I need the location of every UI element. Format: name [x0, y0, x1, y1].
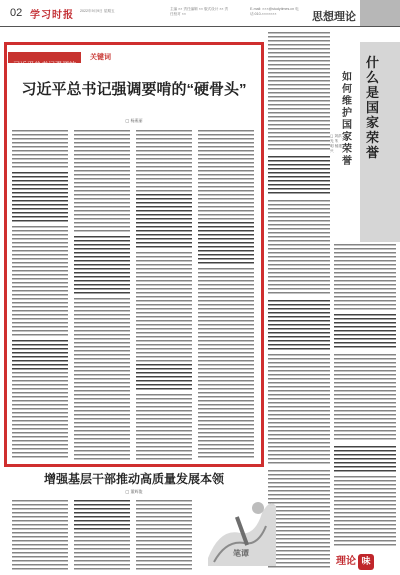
right-article-subtitle: 如何维护国家荣誉 — [342, 72, 352, 167]
lower-article-body — [74, 532, 130, 570]
lower-article-body — [12, 500, 68, 570]
featured-body-text — [12, 372, 68, 460]
featured-body-text — [74, 236, 130, 296]
contact-info: E-mail: ×××@studytimes.cn 电话:010-××××××× — [250, 7, 299, 16]
page-number: 02 — [10, 7, 23, 19]
right-article-body — [334, 446, 396, 472]
featured-headline: 习近平总书记强调要啃的“硬骨头” — [21, 81, 247, 98]
right-article-body — [334, 476, 396, 546]
lower-article-byline: □ 董辉俊 — [125, 489, 143, 494]
featured-body-text — [12, 226, 68, 338]
right-article-title: 什么是国家荣誉 — [366, 56, 380, 161]
issue-date: 2022年9月9日 星期五 — [80, 9, 115, 13]
theory-logo — [336, 552, 374, 568]
column-name: 习近平总书记强调的 — [13, 62, 76, 69]
featured-byline: □ 杨燕丽 — [125, 118, 143, 123]
right-article-body — [268, 200, 330, 296]
featured-body-text — [136, 194, 192, 250]
featured-body-text — [198, 222, 254, 266]
newspaper-logo: 学习时报 — [30, 10, 74, 21]
featured-body-text — [136, 252, 192, 362]
lower-article-body — [74, 500, 130, 530]
featured-body-text — [198, 130, 254, 220]
right-article-byline: □ 刘洪光 朱 明 郁建兴 — [330, 134, 342, 153]
right-article-body — [334, 354, 396, 442]
featured-body-text — [12, 172, 68, 222]
featured-body-text — [12, 340, 68, 370]
featured-body-text — [136, 364, 192, 392]
lower-article-body — [136, 500, 192, 570]
editor-credits: 主编 ×× 责任编辑 ×× 版式设计 ×× 责任校对 ×× — [170, 7, 229, 16]
theory-logo-text: 理论 — [336, 556, 356, 567]
featured-body-text — [136, 394, 192, 460]
featured-body-text — [198, 268, 254, 460]
right-article-body — [334, 314, 396, 350]
featured-body-text — [74, 298, 130, 460]
right-article-body — [268, 300, 330, 350]
column-banner — [8, 52, 81, 69]
lower-article-headline: 增强基层干部推动高质量发展本领 — [43, 472, 224, 486]
featured-body-text — [74, 130, 130, 234]
right-article-body — [268, 156, 330, 196]
masthead-decoration — [360, 0, 400, 26]
section-title: 思想理论 — [312, 11, 356, 23]
masthead — [0, 0, 400, 27]
featured-body-text — [12, 130, 68, 170]
featured-body-text — [136, 130, 192, 192]
right-article-body — [268, 354, 330, 464]
right-article-body — [334, 244, 396, 310]
right-article-body — [268, 32, 330, 152]
illustration-caption: 笔谭 — [233, 548, 249, 558]
column-tag: 关键词 — [90, 54, 111, 61]
theory-logo-glyph: 味 — [358, 554, 374, 570]
